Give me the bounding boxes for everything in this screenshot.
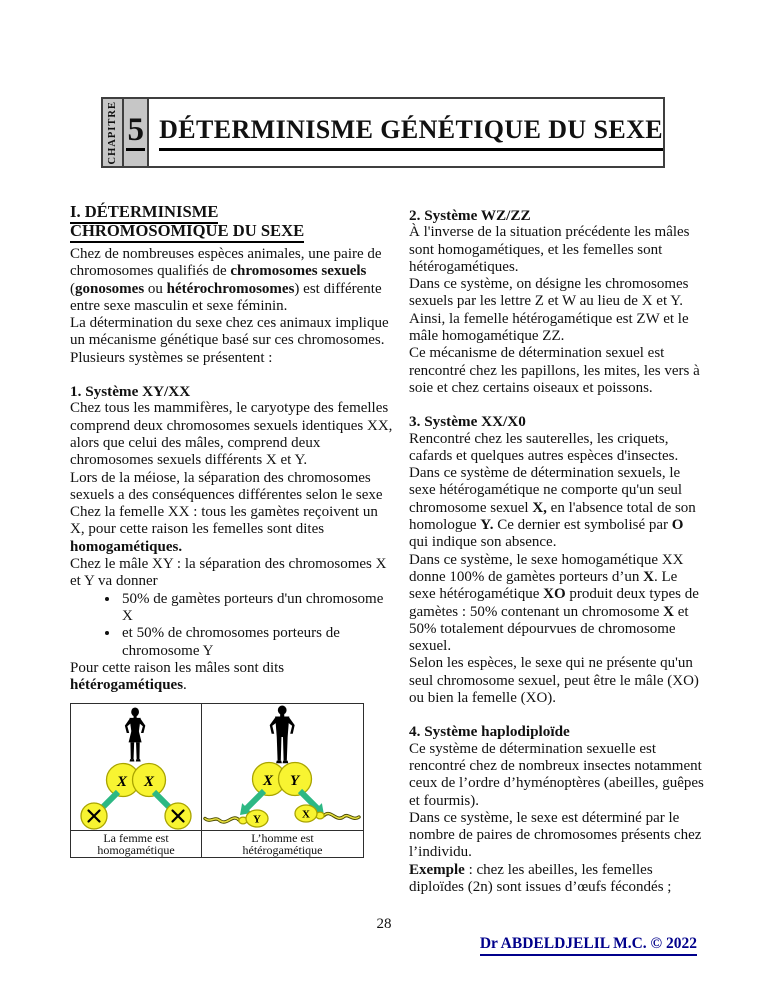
section-heading-line1: I. DÉTERMINISME xyxy=(70,202,396,221)
paragraph: Chez la femelle XX : tous les gamètes reçoivent un X, pour cette raison les femelles sont dites homogamétiques. xyxy=(70,504,378,555)
bullet-list xyxy=(70,591,396,660)
paragraph: Pour cette raison les mâles sont dits hétérogamétiques. xyxy=(70,659,285,694)
bullet-item: • 50% de gamètes porteurs d'un chromosome X xyxy=(120,591,396,626)
paragraph: Selon les espèces, le sexe qui ne présente qu'un seul chromosome sexuel, peut être le mâle (XO) ou bien la femelle (XO). xyxy=(409,655,699,707)
page-number: 28 xyxy=(376,916,392,932)
paragraph: Ce mécanisme de détermination sexuel est rencontré chez les papillons, les mites, les vers à soie et chez certains oiseaux et poissons. xyxy=(409,345,700,396)
paragraph: Exemple : chez les abeilles, les femelles diploïdes (2n) sont issues d’œufs fécondés ; xyxy=(409,861,672,895)
figure-table xyxy=(70,703,364,858)
subsection-heading: 1. Système XY/XX xyxy=(70,383,191,401)
chapter-title: DÉTERMINISME GÉNÉTIQUE DU SEXE xyxy=(159,115,663,151)
svg-text:X: X xyxy=(144,774,155,791)
svg-text:X: X xyxy=(263,773,274,790)
svg-text:X: X xyxy=(302,808,310,821)
paragraph: Dans ce système, le sexe est déterminé par le nombre de paires de chromosomes présents chez l’individu. xyxy=(409,809,702,861)
left-column xyxy=(70,202,396,858)
woman-silhouette-icon xyxy=(125,708,145,762)
chapter-number: 5 xyxy=(126,114,145,151)
paragraph: Rencontré chez les sauterelles, les criquets, cafards et quelques autres espèces d'insectes. xyxy=(409,430,679,464)
paragraph: Plusieurs systèmes se présentent : xyxy=(70,349,273,366)
subsection-heading: 4. Système haplodiploïde xyxy=(409,723,570,741)
figure-caption-male: L’homme est hétérogamétique xyxy=(202,831,364,858)
figure-panel-male xyxy=(202,704,364,831)
chapter-title-cell xyxy=(149,99,663,166)
paragraph: Dans ce système, le sexe homogamétique XX donne 100% de gamètes porteurs d’un X. Le sexe hétérogamétique XO produit deux types de gamètes : 50% contenant un chromosome X et 50% totalement dépourvues de chromosome sexuel. xyxy=(409,551,699,655)
svg-text:Y: Y xyxy=(290,773,300,790)
paragraph: La détermination du sexe chez ces animaux implique un mécanisme génétique basé sur ces chromosomes. xyxy=(70,315,389,349)
sperm-x-icon xyxy=(295,805,359,822)
subsection-heading: 3. Système XX/X0 xyxy=(409,413,526,431)
chapter-label-cell xyxy=(103,99,124,166)
chapter-label: CHAPITRE xyxy=(107,100,119,165)
bullet-item: • et 50% de chromosomes porteurs de chromosome Y xyxy=(120,625,396,660)
figure-panel-female xyxy=(71,704,202,831)
sperm-y-icon xyxy=(205,810,268,827)
paragraph: Ce système de détermination sexuelle est rencontré chez de nombreux insectes notamment ceux de l’ordre d’hyménoptères (abeilles, guêpes et fourmis). xyxy=(409,740,704,809)
chapter-number-cell xyxy=(124,99,149,166)
paragraph: Ainsi, la femelle hétérogamétique est ZW et le mâle homogamétique ZZ. xyxy=(409,310,689,345)
paragraph: Dans ce système, on désigne les chromosomes sexuels par les lettre Z et W au lieu de X et Y. xyxy=(409,276,689,310)
right-column xyxy=(409,207,705,896)
paragraph: Chez tous les mammifères, le caryotype des femelles comprend deux chromosomes sexuels identiques XX, alors que celui des mâles, comprend deux chromosomes sexuels différents X et Y. xyxy=(70,400,393,469)
chapter-header xyxy=(101,97,665,168)
figure-caption-female: La femme est homogamétique xyxy=(71,831,202,858)
paragraph: Chez le mâle XY : la séparation des chromosomes X et Y va donner xyxy=(70,556,387,590)
svg-text:X: X xyxy=(117,774,128,791)
paragraph: À l'inverse de la situation précédente les mâles sont homogamétiques, et les femelles sont hétérogamétiques. xyxy=(409,224,690,275)
paragraph: Dans ce système de détermination sexuels, le sexe hétérogamétique ne comporte qu'un seul chromosome sexuel X, en l'absence total de son homologue Y. Ce dernier est symbolisé par O qui indique son absence. xyxy=(409,465,696,551)
footer-credit: Dr ABDELDJELIL M.C. © 2022 xyxy=(480,935,697,956)
svg-text:Y: Y xyxy=(253,813,261,826)
paragraph: Chez de nombreuses espèces animales, une paire de chromosomes qualifiés de chromosomes sexuels (gonosomes ou hétérochromosomes) est différente entre sexe masculin et sexe féminin. xyxy=(70,246,382,314)
man-silhouette-icon xyxy=(270,706,295,764)
subsection-heading: 2. Système WZ/ZZ xyxy=(409,207,531,224)
gamete-circle-x xyxy=(165,803,191,829)
gamete-circle-x xyxy=(81,803,107,829)
section-heading-line2: CHROMOSOMIQUE DU SEXE xyxy=(70,221,396,240)
paragraph: Lors de la méiose, la séparation des chromosomes sexuels a des conséquences différentes selon le sexe xyxy=(70,469,383,503)
